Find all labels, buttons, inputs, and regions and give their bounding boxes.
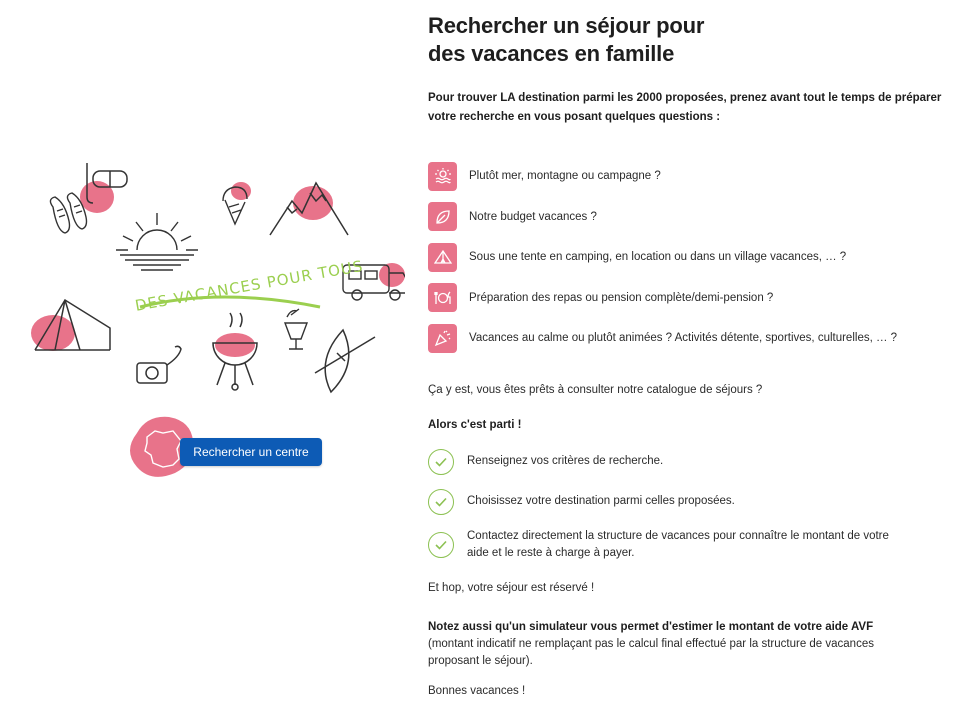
simulator-note-line-2: proposant le séjour).	[428, 654, 533, 667]
search-center-button[interactable]: Rechercher un centre	[180, 438, 322, 466]
page-title	[428, 12, 953, 68]
steps-list	[428, 442, 953, 568]
title-line-2: des vacances en famille	[428, 41, 675, 66]
question-text: Vacances au calme ou plutôt animées ? Activités détente, sportives, culturelles, … ?	[469, 332, 898, 345]
question-item	[428, 278, 953, 319]
checkmark-icon	[428, 532, 454, 558]
banner-text: DES VACANCES POUR TOUS	[133, 256, 365, 315]
checkmark-icon	[428, 449, 454, 475]
question-text: Préparation des repas ou pension complète/demi-pension ?	[469, 291, 774, 304]
step-item	[428, 482, 953, 522]
question-text: Plutôt mer, montagne ou campagne ?	[469, 170, 661, 183]
question-item	[428, 237, 953, 278]
simulator-note	[428, 636, 953, 670]
title-line-1: Rechercher un séjour pour	[428, 13, 705, 38]
ready-text: Ça y est, vous êtes prêts à consulter notre catalogue de séjours ?	[428, 383, 763, 396]
step-text-line-1: Contactez directement la structure de vacances pour connaître le montant de votre	[467, 529, 889, 542]
go-text: Alors c'est parti !	[428, 418, 522, 431]
question-item	[428, 156, 953, 197]
step-item	[428, 442, 953, 482]
simulator-text: Notez aussi qu'un simulateur vous permet d'estimer le montant de votre aide AVF	[428, 620, 874, 633]
intro-text: Pour trouver LA destination parmi les 2000 proposées, prenez avant tout le temps de préparer votre recherche en vous posant quelques questions :	[428, 92, 942, 123]
sunset-icon	[116, 213, 198, 270]
tent-icon	[428, 243, 457, 272]
step-text: Choisissez votre destination parmi celles proposées.	[467, 495, 735, 507]
left-column	[0, 0, 400, 711]
cocktail-icon	[285, 309, 307, 349]
booked-text: Et hop, votre séjour est réservé !	[428, 581, 595, 594]
leaf-icon	[428, 202, 457, 231]
step-text: Renseignez vos critères de recherche.	[467, 455, 664, 467]
question-item	[428, 197, 953, 238]
question-text: Sous une tente en camping, en location ou dans un village vacances, … ?	[469, 251, 847, 264]
vacation-illustration	[25, 155, 405, 405]
step-item	[428, 522, 953, 568]
step-text-line-2: aide et le reste à charge à payer.	[467, 546, 635, 559]
step-text	[467, 528, 889, 562]
closing-text: Bonnes vacances !	[428, 684, 526, 697]
plate-icon	[428, 283, 457, 312]
search-center-cta	[125, 413, 335, 483]
kayak-icon	[315, 330, 375, 392]
checkmark-icon	[428, 489, 454, 515]
question-item	[428, 318, 953, 359]
simulator-note-line-1: (montant indicatif ne remplaçant pas le calcul final effectué par la structure de vacances	[428, 637, 874, 650]
sun-sea-icon	[428, 162, 457, 191]
camera-icon	[137, 346, 181, 383]
question-text: Notre budget vacances ?	[469, 210, 597, 223]
main-content	[428, 0, 953, 700]
question-list	[428, 156, 953, 359]
party-popper-icon	[428, 324, 457, 353]
